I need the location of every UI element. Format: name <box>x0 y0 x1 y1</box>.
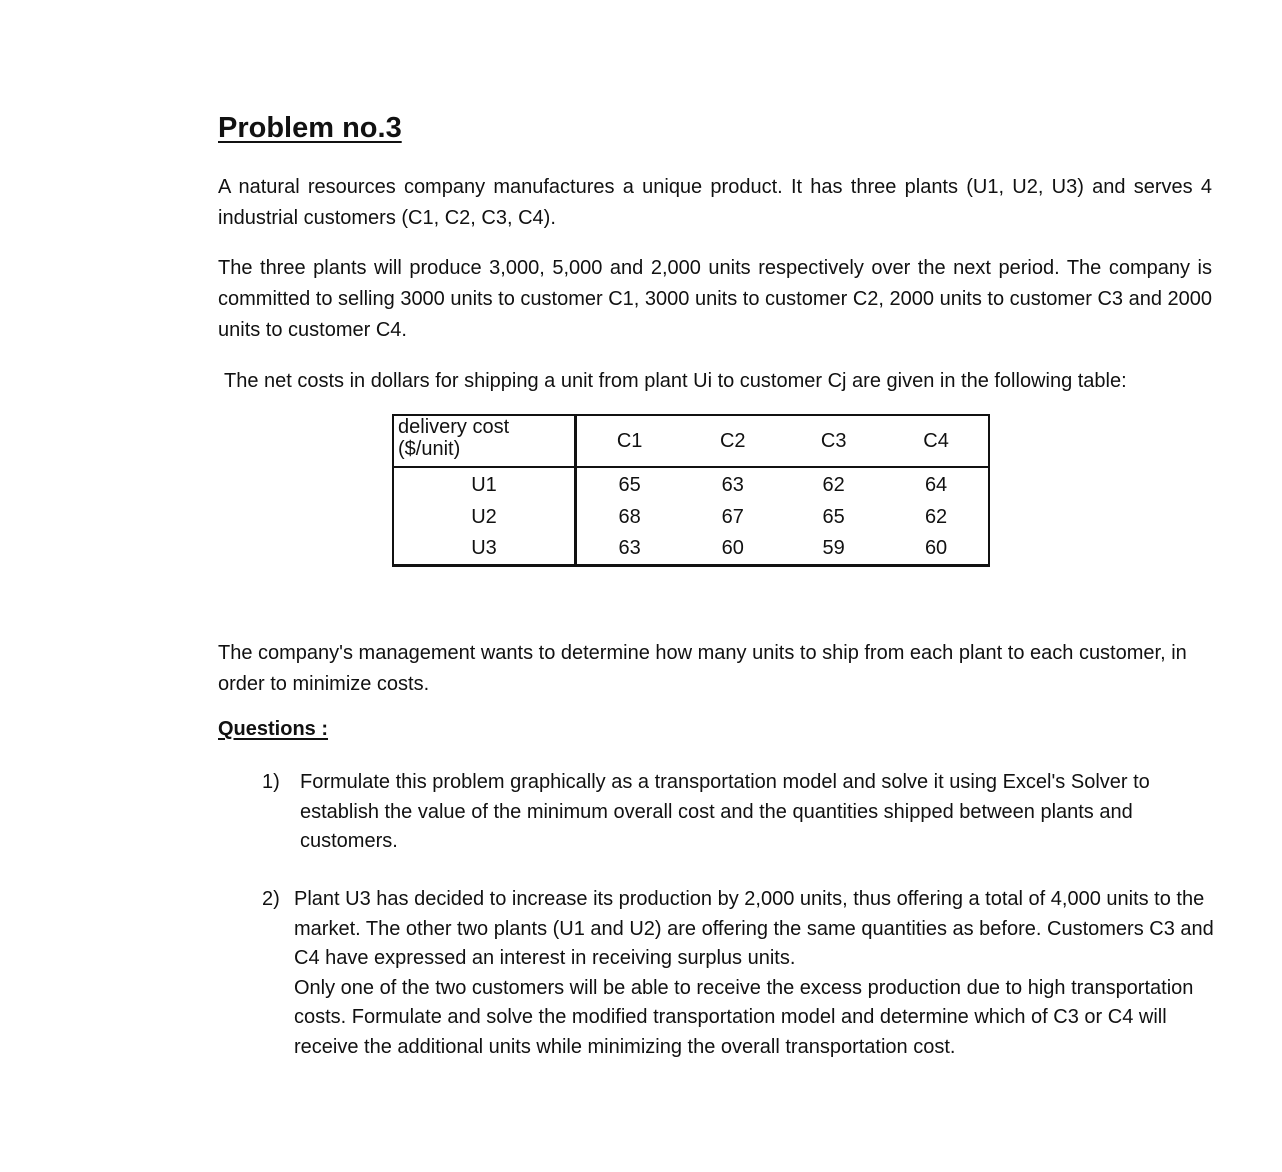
table-cell: 62 <box>822 473 845 496</box>
table-cell: 60 <box>884 532 989 566</box>
question-number: 2) <box>262 888 280 910</box>
table-cell: 64 <box>884 467 989 502</box>
column-header: C3 <box>783 415 884 467</box>
question-text-block <box>294 885 1214 1062</box>
table-cell: 63 <box>721 473 744 496</box>
table-intro-paragraph: The net costs in dollars for shipping a unit from plant Ui to customer Cj are given in the following table: <box>224 370 1127 392</box>
delivery-cost-table <box>392 414 990 567</box>
table-cell: 65 <box>822 505 845 528</box>
table-corner-cell <box>393 415 576 467</box>
questions-heading: Questions : <box>218 718 329 740</box>
row-label: U3 <box>393 532 576 566</box>
intro-paragraph: A natural resources company manufactures a unique product. It has three plants (U1, U2, U3) and serves 4 industrial customers (C1, C2, C3, C4). <box>218 176 1212 229</box>
corner-label-line1: delivery cost <box>398 416 510 438</box>
table-cell: 65 <box>618 473 641 496</box>
corner-label-line2: ($/unit) <box>398 438 461 460</box>
table-cell: 60 <box>682 532 783 566</box>
column-header: C4 <box>884 415 989 467</box>
table-cell: 67 <box>721 505 744 528</box>
column-header: C2 <box>682 415 783 467</box>
question-number: 1) <box>262 771 280 793</box>
table-row <box>393 502 989 532</box>
objective-paragraph: The company's management wants to determine how many units to ship from each plant to each customer, in order to minimize costs. <box>218 642 1187 695</box>
table-cell: 63 <box>576 532 683 566</box>
question-text: Formulate this problem graphically as a transportation model and solve it using Excel's Solver to establish the value of the minimum overall cost and the quantities shipped between plants and customers. <box>300 771 1150 852</box>
table-cell: 62 <box>884 502 989 532</box>
table-header-row <box>393 415 989 467</box>
table-row <box>393 532 989 566</box>
table-cell: 59 <box>783 532 884 566</box>
table-cell: 68 <box>618 505 641 528</box>
question-text: Plant U3 has decided to increase its production by 2,000 units, thus offering a total of 4,000 units to the market. The other two plants (U1 and U2) are offering the same quantities as before. Customers C3 and C4 have expressed an interest in receiving surplus units. <box>294 888 1214 969</box>
question-text-continued: Only one of the two customers will be able to receive the excess production due to high transportation costs. Formulate and solve the modified transportation model and determine which of C3 or C4 will receive the additional units while minimizing the overall transportation cost. <box>294 976 1194 1058</box>
column-header: C1 <box>576 415 683 467</box>
production-paragraph: The three plants will produce 3,000, 5,000 and 2,000 units respectively over the next period. The company is committed to selling 3000 units to customer C1, 3000 units to customer C2, 2000 units to customer C3 and 2000 units to customer C4. <box>218 257 1212 341</box>
row-label: U2 <box>393 502 576 532</box>
table-row <box>393 467 989 502</box>
page-title: Problem no.3 <box>218 112 402 144</box>
row-label: U1 <box>393 467 576 502</box>
